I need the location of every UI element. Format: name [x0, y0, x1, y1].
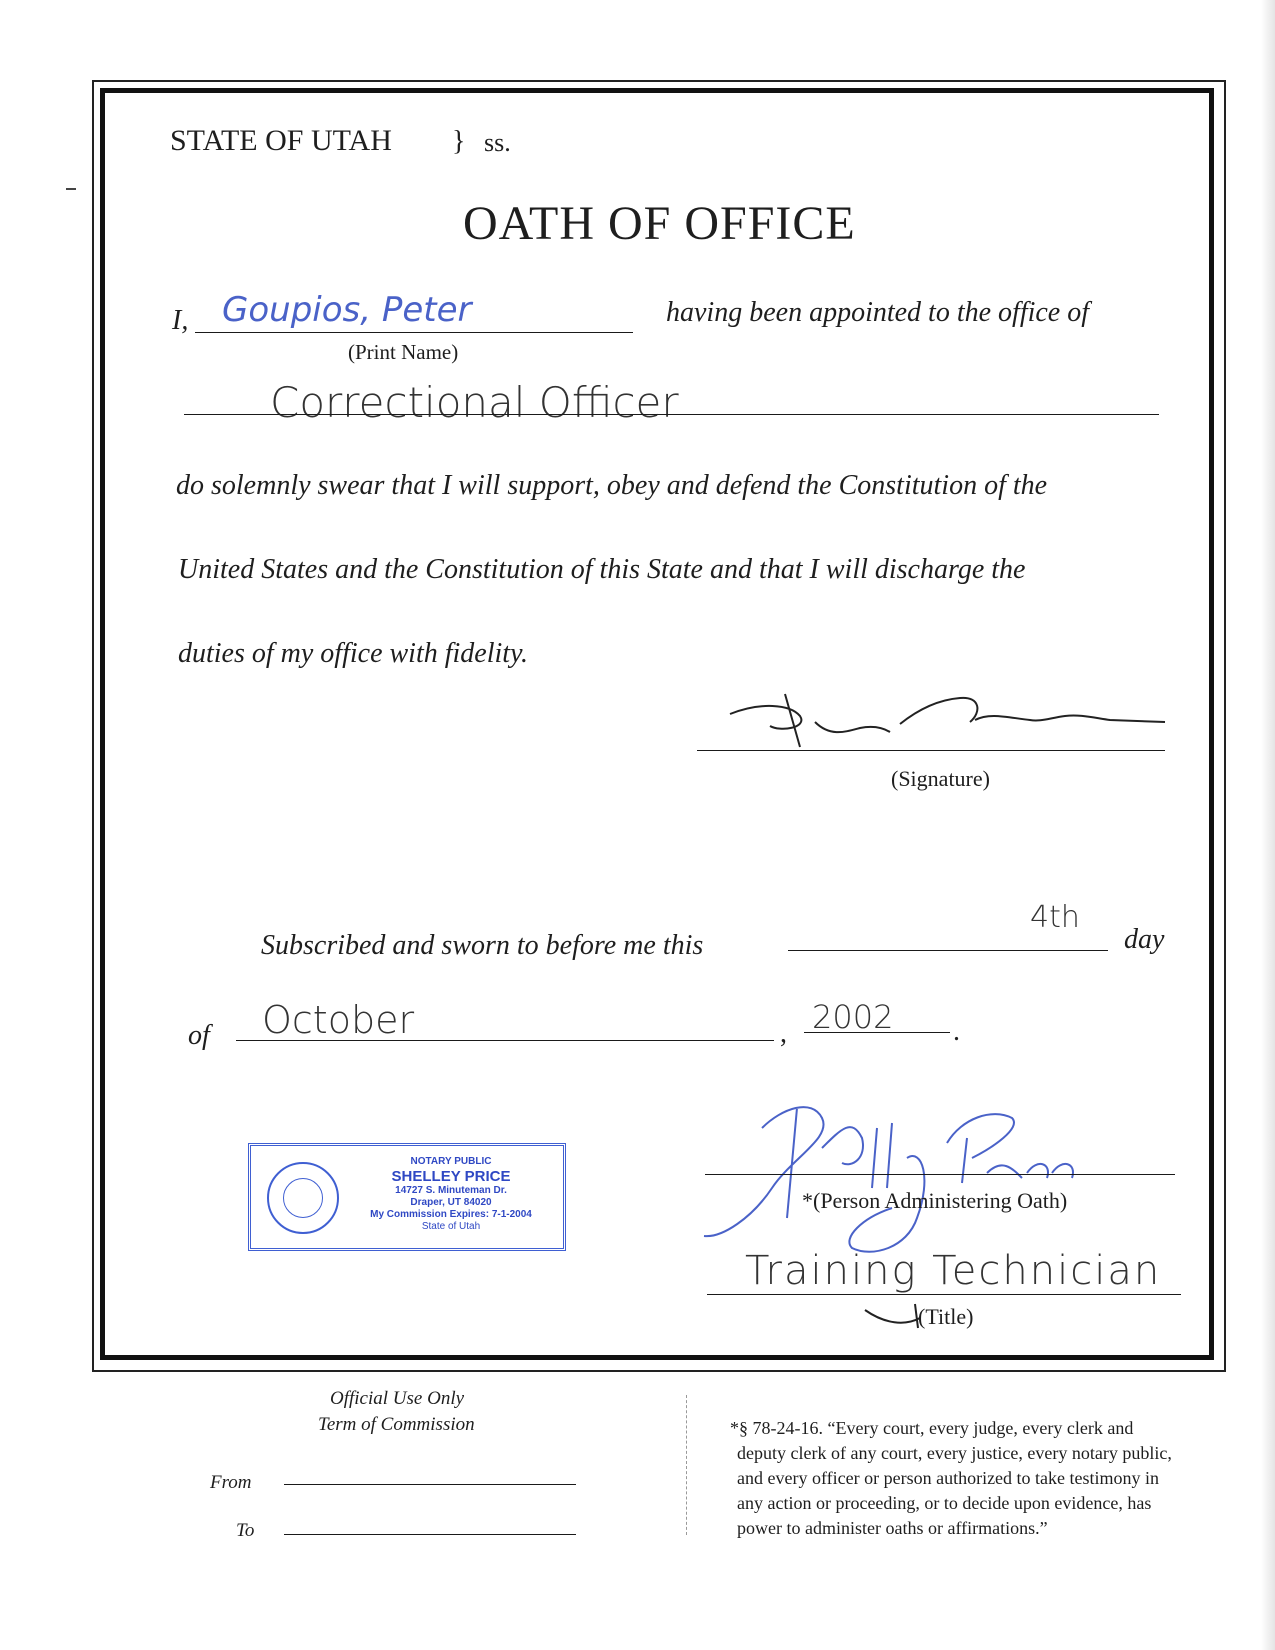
notary-seal — [248, 1143, 566, 1251]
notary-seal-line-4: Draper, UT 84020 — [410, 1197, 492, 1208]
year-line — [804, 1032, 950, 1033]
term-label: Term of Commission — [318, 1414, 475, 1435]
scan-mark — [66, 188, 76, 190]
venue-brace: } — [452, 126, 466, 157]
oath-body-line-1: do solemnly swear that I will support, obey and defend the Constitution of the — [176, 470, 1048, 501]
title-line — [707, 1294, 1181, 1295]
page-edge-shadow — [1261, 0, 1275, 1650]
official-use-label: Official Use Only — [330, 1388, 465, 1409]
notary-seal-line-1: NOTARY PUBLIC — [410, 1156, 492, 1167]
notary-seal-line-3: 14727 S. Minuteman Dr. — [395, 1185, 507, 1196]
sworn-text: Subscribed and sworn to before me this — [261, 930, 704, 961]
day-line — [788, 950, 1108, 951]
title-handwritten: Training Technician — [745, 1248, 1162, 1294]
statute-line-5: power to administer oaths or affirmations.” — [737, 1518, 1048, 1538]
statute-line-3: and every officer or person authorized to take testimony in — [737, 1468, 1160, 1488]
notary-seal-line-2: SHELLEY PRICE — [391, 1168, 511, 1185]
office-handwritten: Correctional Officer — [270, 378, 679, 427]
print-name-caption: (Print Name) — [348, 340, 459, 364]
from-line — [284, 1484, 576, 1485]
oath-prefix: I, — [172, 305, 189, 336]
month-handwritten: October — [262, 998, 415, 1042]
state-seal-emblem-center — [283, 1178, 323, 1218]
year-handwritten: 2002 — [812, 998, 894, 1036]
signature-caption: (Signature) — [891, 766, 990, 791]
statute-line-2: deputy clerk of any court, every justice, every notary public, — [737, 1443, 1172, 1463]
year-period: . — [953, 1016, 960, 1047]
to-line — [284, 1534, 576, 1535]
statute-line-4: any action or proceeding, or to decide upon evidence, has — [737, 1493, 1152, 1513]
notary-seal-text — [351, 1156, 551, 1233]
state-seal-emblem — [267, 1162, 339, 1234]
document-title: OATH OF OFFICE — [463, 197, 856, 250]
administrator-signature — [692, 1088, 1112, 1268]
statute-line-1: *§ 78-24-16. “Every court, every judge, every clerk and — [730, 1418, 1134, 1438]
of-label: of — [188, 1020, 210, 1051]
day-label: day — [1124, 924, 1165, 955]
name-line — [195, 332, 633, 333]
ss-label: ss. — [484, 128, 511, 157]
month-line — [236, 1040, 774, 1041]
from-label: From — [210, 1472, 252, 1493]
appointed-text: having been appointed to the office of — [666, 297, 1090, 328]
footer-divider — [686, 1395, 687, 1535]
title-caption: (Title) — [918, 1304, 974, 1329]
notary-seal-line-6: State of Utah — [421, 1221, 481, 1232]
notary-seal-line-5: My Commission Expires: 7-1-2004 — [370, 1209, 532, 1220]
oath-body-line-2: United States and the Constitution of this State and that I will discharge the — [178, 554, 1026, 585]
printed-name-handwritten: Goupios, Peter — [222, 290, 472, 330]
month-comma: , — [780, 1018, 787, 1049]
administrator-caption: *(Person Administering Oath) — [802, 1188, 1068, 1213]
office-line — [184, 414, 1159, 415]
venue-label: STATE OF UTAH — [170, 124, 392, 157]
oath-body-line-3: duties of my office with fidelity. — [178, 638, 528, 669]
signature-line — [697, 750, 1165, 751]
administrator-line — [705, 1174, 1175, 1175]
day-handwritten: 4th — [1030, 900, 1080, 935]
officer-signature — [720, 682, 1180, 772]
to-label: To — [236, 1520, 255, 1541]
